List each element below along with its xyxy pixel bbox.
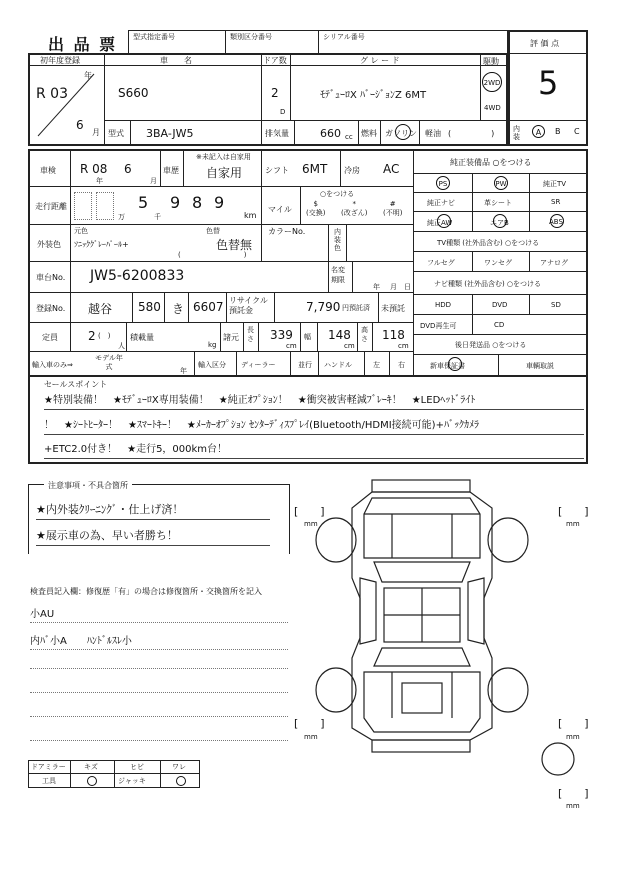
first-reg-month-unit: 月 xyxy=(92,128,100,137)
mileage-label: 走行距離 xyxy=(35,202,67,211)
nav-hdd: HDD xyxy=(435,301,452,309)
mileage-sen-unit: 千 xyxy=(154,213,161,221)
handle-left: 左 xyxy=(373,361,380,369)
plate-area: 越谷 xyxy=(88,302,113,316)
tire-spare: [ ] xyxy=(558,787,589,800)
color-label: 外装色 xyxy=(37,240,61,249)
equip-airbag: エアB xyxy=(490,219,509,227)
nav-dvd: DVD xyxy=(492,301,508,309)
mileage-unknown: # (不明) xyxy=(383,200,403,217)
category-field: 類別区分番号 xyxy=(225,30,319,54)
equip-ps: PS xyxy=(436,176,450,190)
inspector-line-2: 内ﾊﾞ小A ﾊﾝﾄﾞﾙｽﾚ小 xyxy=(30,632,288,650)
mileage-digit-3: 8 xyxy=(192,193,203,212)
page-title: 出 品 票 xyxy=(48,35,118,54)
mileage-digit-1: 5 xyxy=(138,193,149,212)
handle-right: 右 xyxy=(398,361,405,369)
tire-rear-left: [ ] xyxy=(294,717,325,730)
legend-tools-check xyxy=(87,776,97,786)
tv-oneseg: ワンセグ xyxy=(484,259,512,267)
inspection-month: 6 xyxy=(124,162,132,176)
name-change-day: 日 xyxy=(404,283,411,291)
plate-label: 登録No. xyxy=(36,304,66,313)
displacement-unit: cc xyxy=(345,133,353,141)
capacity-paren: ( ) xyxy=(98,332,111,340)
grade-label: グ レ ー ド xyxy=(360,56,400,65)
door-suffix: D xyxy=(280,108,286,116)
tv-analog: アナログ xyxy=(540,259,568,267)
sales-line-3: +ETC2.0付き！ ★走行5，000km台！ xyxy=(44,440,584,459)
drive-2wd-circled: 2WD xyxy=(482,72,502,92)
recycle-unit: 円預託済 xyxy=(342,304,370,312)
drive-4wd: 4WD xyxy=(484,104,501,112)
nav-type-label: ナビ種類 (社外品含む) ○をつける xyxy=(434,280,542,288)
import-parallel: 並行 xyxy=(298,361,312,369)
cd-player: CD xyxy=(494,321,505,329)
width-value: 148 xyxy=(328,328,351,342)
spare-tire-diagram xyxy=(540,740,580,780)
tire-front-left: [ ] xyxy=(294,505,325,518)
ac-label: 冷房 xyxy=(344,166,360,175)
notes-label: 注意事項・不具合箇所 xyxy=(44,480,132,491)
displacement: 660 xyxy=(320,127,341,140)
legend-jack-check xyxy=(176,776,186,786)
chassis-number: JW5-6200833 xyxy=(90,268,185,284)
inspection-era: R 08 xyxy=(80,162,108,176)
fuel-light-oil: 軽油 xyxy=(425,129,441,138)
mileage-km: km xyxy=(244,211,257,220)
plate-class: 580 xyxy=(138,300,161,314)
first-reg-era: R 03 xyxy=(36,86,68,102)
interior-grade-c: C xyxy=(574,127,580,136)
tire-spare-unit: mm xyxy=(566,802,580,810)
repaint-label: 色替 xyxy=(206,227,220,235)
drive-label: 駆動 xyxy=(483,57,499,66)
equip-airbag-circle xyxy=(493,214,507,228)
warranty-circle xyxy=(448,357,462,371)
interior-grade-a: A xyxy=(532,125,545,138)
plate-kana: き xyxy=(172,302,185,316)
repaint-value: 色替無 xyxy=(216,238,253,252)
vehicle-name: S660 xyxy=(118,86,149,100)
inspector-line-1: 小AU xyxy=(30,605,288,623)
displacement-label: 排気量 xyxy=(265,129,289,138)
tire-rear-right-unit: mm xyxy=(566,733,580,741)
handle-label: ハンドル xyxy=(324,361,352,369)
new-car-warranty: 新車保証書 xyxy=(430,362,465,370)
mileage-man-unit: 万 xyxy=(118,213,125,221)
length-label: 長さ xyxy=(247,326,254,343)
height-value: 118 xyxy=(382,328,405,342)
name-change-month: 月 xyxy=(390,283,397,291)
later-shipment-label: 後日発送品 ○をつける xyxy=(455,341,527,349)
recycle-amount: 7,790 xyxy=(306,300,341,314)
recycle-status: 未預託 xyxy=(381,304,405,313)
sales-line-2: ！ ★ｼｰﾄﾋｰﾀｰ！ ★ｽﾏｰﾄｷｰ！ ★ﾒｰｶｰｵﾌﾟｼｮﾝ ｾﾝﾀｰﾃﾞｨｽﾌﾟﾚｲ(Bluetooth/HDMI接続可能)+ﾊﾞｯｸｶﾒﾗ xyxy=(44,416,584,435)
sales-line-1: ★特別装備！ ★ﾓﾃﾞｭｰﾛX専用装備！ ★純正ｵﾌﾟｼｮﾝ！ ★衝突被害軽減ﾌﾞﾚｰｷ！ ★LEDﾍｯﾄﾞﾗｲﾄ xyxy=(44,391,584,410)
fuel-label: 燃料 xyxy=(361,129,377,138)
legend-tools: 工具 xyxy=(42,777,56,785)
height-unit: cm xyxy=(398,342,409,350)
mileage-digit-2: 9 xyxy=(170,193,181,212)
equip-abs-circle xyxy=(550,214,564,228)
legend-door-mirror: ドアミラー xyxy=(31,763,66,771)
import-only-label: 輸入車のみ⇒ xyxy=(32,361,73,369)
legend-break: ワレ xyxy=(172,763,186,771)
mileage-tampered: * (改ざん) xyxy=(341,200,368,217)
capacity-unit: 人 xyxy=(118,342,125,350)
shift-value: 6MT xyxy=(302,162,328,176)
import-dealer: ディーラー xyxy=(241,361,276,369)
first-reg-label: 初年度登録 xyxy=(40,56,80,65)
car-diagram xyxy=(302,478,542,758)
equip-genuine-nav: 純正ナビ xyxy=(427,199,455,207)
equip-sunroof: SR xyxy=(551,198,561,206)
capacity-label: 定員 xyxy=(42,333,58,342)
sales-points-label: セールスポイント xyxy=(44,380,108,389)
model-code: 3BA-JW5 xyxy=(146,127,194,140)
interior-color-label: 内装色 xyxy=(334,228,341,252)
mileage-exchange: $ (交換) xyxy=(306,200,326,217)
legend-crack: ヒビ xyxy=(130,763,144,771)
dvd-playback: DVD再生可 xyxy=(420,322,457,330)
equip-aw-circle xyxy=(437,214,451,228)
inspection-label: 車検 xyxy=(40,166,56,175)
form-code-field: 型式指定番号 xyxy=(128,30,226,54)
original-color-label: 元色 xyxy=(74,227,88,235)
equip-genuine-aw: 純正AW xyxy=(427,219,453,227)
equip-pw: PW xyxy=(494,176,508,190)
height-label: 高さ xyxy=(361,326,368,343)
mileage-digit-4: 9 xyxy=(214,193,225,212)
fuel-gasoline: ガソリン xyxy=(385,129,417,138)
grade-score: 5 xyxy=(538,64,559,102)
model-label: 型式 xyxy=(108,129,124,138)
tire-front-right-unit: mm xyxy=(566,520,580,528)
serial-field: シリアル番号 xyxy=(318,30,508,54)
length-unit: cm xyxy=(286,342,297,350)
tv-type-label: TV種類 (社外品含む) ○をつける xyxy=(437,239,540,247)
inspector-label: 検査員記入欄：修復歴「有」の場合は修復箇所・交換箇所を記入 xyxy=(30,587,262,596)
model-year-label: モデル年式 xyxy=(95,354,123,371)
vehicle-name-label: 車 名 xyxy=(160,56,192,65)
plate-number: 6607 xyxy=(193,300,224,314)
doors-label: ドア数 xyxy=(263,56,287,65)
tire-rear-right: [ ] xyxy=(558,717,589,730)
mileage-mark-note: ○をつける xyxy=(320,190,355,198)
nav-sd: SD xyxy=(551,301,561,309)
original-color: ｿﾆｯｸｸﾞﾚｰﾊﾟｰﾙ+ xyxy=(74,240,129,249)
equip-genuine-tv: 純正TV xyxy=(543,180,567,188)
width-label: 幅 xyxy=(304,333,311,341)
repaint-paren: ( ) xyxy=(178,251,247,259)
equip-abs: ABS xyxy=(549,218,563,226)
first-reg-year-unit: 年 xyxy=(84,71,92,80)
name-change-label: 名変期限 xyxy=(331,266,345,284)
grade-name: ﾓﾃﾞｭｰﾛX ﾊﾞｰｼﾞｮﾝZ 6MT xyxy=(320,90,427,101)
interior-grade-b: B xyxy=(555,127,561,136)
chassis-label: 車台No. xyxy=(36,273,66,282)
recycle-label: リサイクル預託金 xyxy=(229,296,268,315)
inspection-month-unit: 月 xyxy=(150,177,157,185)
first-reg-month: 6 xyxy=(76,118,84,132)
equip-leather-seat: 革シート xyxy=(484,199,512,207)
notes-line-2: ★展示車の為、早い者勝ち！ xyxy=(36,527,270,546)
tire-front-left-unit: mm xyxy=(304,520,318,528)
shift-label: シフト xyxy=(265,166,289,175)
inspection-year-unit: 年 xyxy=(96,177,103,185)
length-value: 339 xyxy=(270,328,293,342)
notes-line-1: ★内外装ｸﾘｰﾆﾝｸﾞ・仕上げ済！ xyxy=(36,501,270,520)
width-unit: cm xyxy=(344,342,355,350)
load-unit: kg xyxy=(208,341,217,349)
grade-score-label: 評 価 点 xyxy=(530,39,560,48)
fuel-gasoline-circle xyxy=(395,124,411,140)
history-label: 車歴 xyxy=(163,166,179,175)
history-value: 自家用 xyxy=(206,166,243,180)
fuel-other: ( ) xyxy=(448,129,495,138)
model-year-unit: 年 xyxy=(180,367,187,375)
import-type-label: 輸入区分 xyxy=(198,361,226,369)
tire-rear-left-unit: mm xyxy=(304,733,318,741)
legend-scratch: キズ xyxy=(84,763,98,771)
door-count: 2 xyxy=(271,86,279,100)
name-change-year: 年 xyxy=(373,283,380,291)
interior-label: 内装 xyxy=(513,125,520,141)
ac-value: AC xyxy=(383,162,400,176)
color-no-label: カラーNo. xyxy=(268,227,306,236)
history-note: ※未記入は自家用 xyxy=(196,153,251,161)
tire-front-right: [ ] xyxy=(558,505,589,518)
load-label: 積載量 xyxy=(130,333,154,342)
mileage-mile: マイル xyxy=(268,205,292,214)
size-label: 諸元 xyxy=(223,333,239,342)
capacity-value: 2 xyxy=(88,329,96,343)
tv-fullseg: フルセグ xyxy=(427,259,455,267)
legend-jack: ジャッキ xyxy=(118,777,146,785)
genuine-equipment-label: 純正装備品 ○をつける xyxy=(450,158,532,167)
vehicle-manual: 車輌取説 xyxy=(526,362,554,370)
